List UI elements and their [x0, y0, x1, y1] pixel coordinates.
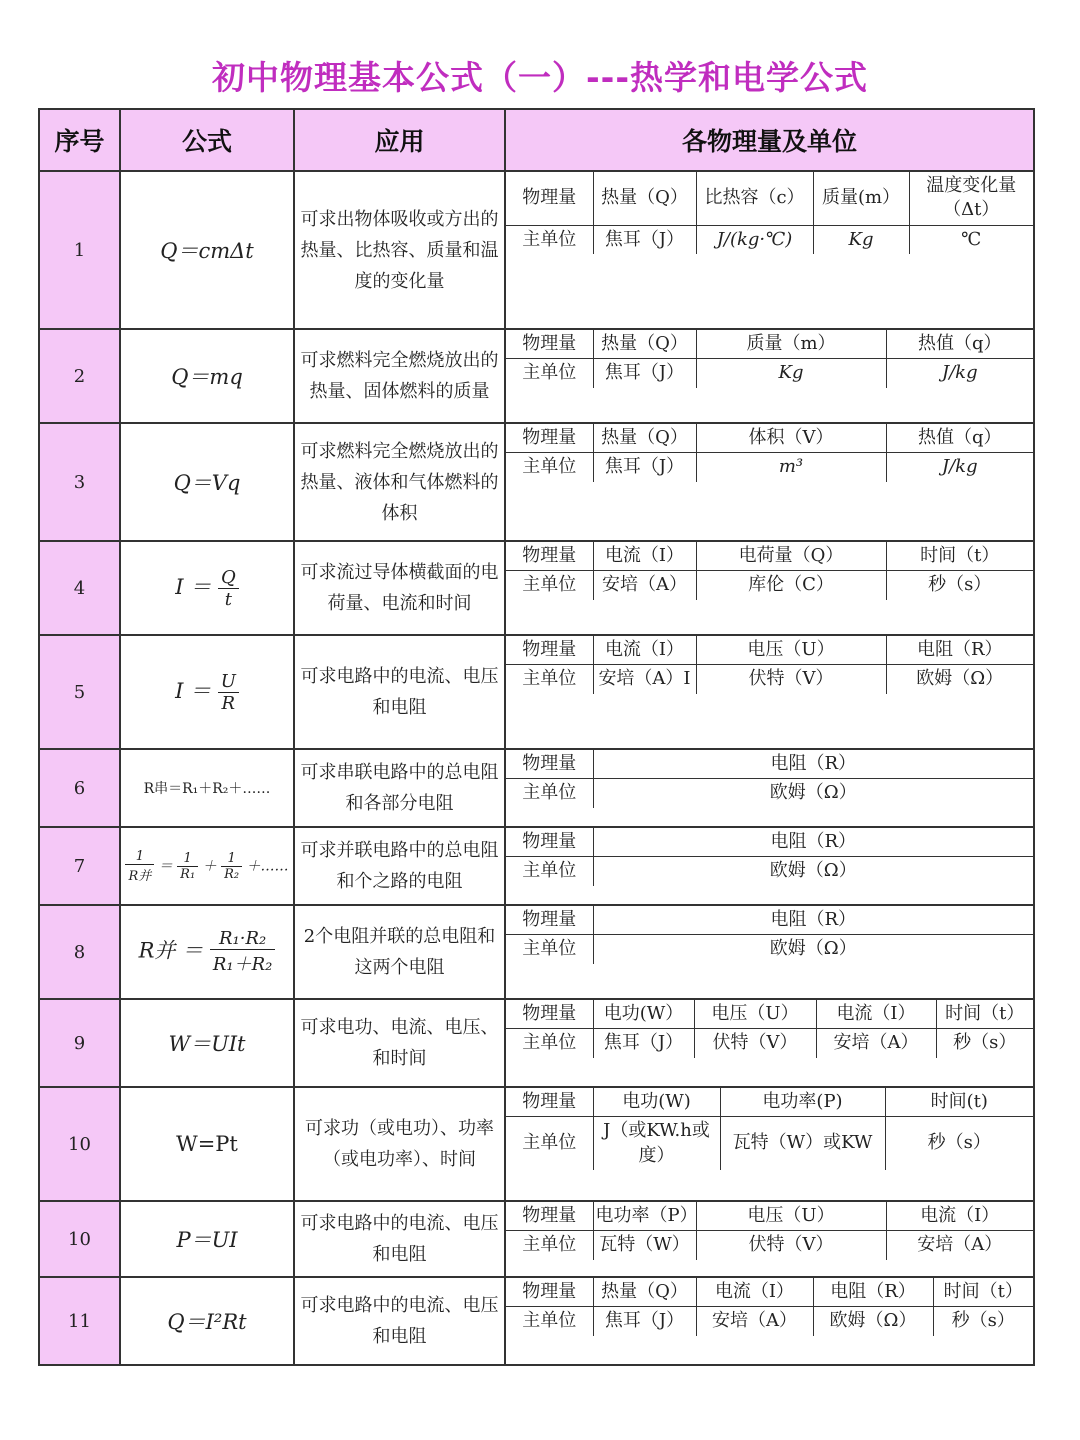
unit-cell: 伏特（V） — [696, 665, 886, 694]
fraction-numerator: 1 — [125, 849, 154, 865]
unit-label: 主单位 — [506, 1231, 593, 1260]
quantity-cell: 体积（V） — [696, 424, 886, 453]
quantity-cell: 时间（t） — [936, 1000, 1033, 1029]
quantity-cell: 电阻（R） — [813, 1278, 933, 1307]
row-application: 可求电路中的电流、电压和电阻 — [294, 1201, 505, 1277]
quantity-cell: 电压（U） — [696, 636, 886, 665]
row-properties — [505, 329, 1034, 423]
table-row — [39, 329, 1034, 423]
unit-cell: 安培（A）I — [593, 665, 696, 694]
unit-cell: 欧姆（Ω） — [813, 1307, 933, 1336]
unit-label: 主单位 — [506, 453, 593, 482]
row-index: 10 — [39, 1087, 120, 1201]
row-index: 7 — [39, 827, 120, 905]
row-formula: W＝UIt — [120, 999, 294, 1087]
row-index: 3 — [39, 423, 120, 541]
row-formula: W=Pt — [120, 1087, 294, 1201]
table-row — [39, 827, 1034, 905]
fraction-denominator: R₁ — [180, 866, 196, 882]
unit-label: 主单位 — [506, 665, 593, 694]
quantity-cell: 比热容（c） — [696, 172, 813, 225]
row-properties — [505, 1201, 1034, 1277]
row-application: 可求电路中的电流、电压和电阻 — [294, 635, 505, 749]
unit-cell: 焦耳（J） — [593, 359, 696, 388]
header-formula: 公式 — [120, 109, 294, 171]
row-index: 4 — [39, 541, 120, 635]
row-formula — [120, 635, 294, 749]
fraction-numerator: 1 — [221, 851, 242, 867]
quantity-cell: 电流（I） — [816, 1000, 936, 1029]
quantity-cell: 电功(W） — [593, 1000, 694, 1029]
row-application: 可求电功、电流、电压、和时间 — [294, 999, 505, 1087]
unit-cell: 瓦特（W）或KW — [720, 1117, 885, 1170]
unit-cell: 欧姆（Ω） — [593, 857, 1033, 886]
quantity-label: 物理量 — [506, 828, 593, 857]
quantity-cell: 电阻（R） — [593, 750, 1033, 779]
table-row — [39, 635, 1034, 749]
unit-cell: 安培（A） — [696, 1307, 813, 1336]
quantity-cell: 电流（I） — [593, 636, 696, 665]
unit-cell: 库伦（C） — [696, 571, 886, 600]
row-properties — [505, 905, 1034, 999]
formula-table — [38, 108, 1035, 1366]
unit-cell: 焦耳（J） — [593, 1307, 696, 1336]
row-index: 11 — [39, 1277, 120, 1365]
unit-cell: 焦耳（J） — [593, 225, 696, 254]
row-formula — [120, 541, 294, 635]
quantity-label: 物理量 — [506, 330, 593, 359]
unit-label: 主单位 — [506, 779, 593, 808]
formula-fraction — [210, 928, 276, 976]
quantity-label: 物理量 — [506, 424, 593, 453]
header-quantities: 各物理量及单位 — [505, 109, 1034, 171]
quantity-cell: 热量（Q） — [593, 172, 696, 225]
quantity-label: 物理量 — [506, 750, 593, 779]
row-formula: P＝UI — [120, 1201, 294, 1277]
unit-label: 主单位 — [506, 571, 593, 600]
unit-cell: J/kg — [886, 359, 1033, 388]
formula-fraction — [221, 851, 242, 882]
row-formula — [120, 905, 294, 999]
quantity-cell: 电阻（R） — [886, 636, 1033, 665]
row-application: 可求电路中的电流、电压和电阻 — [294, 1277, 505, 1365]
table-row — [39, 1087, 1034, 1201]
row-application: 可求串联电路中的总电阻和各部分电阻 — [294, 749, 505, 827]
row-index: 5 — [39, 635, 120, 749]
fraction-numerator: Q — [218, 567, 239, 589]
formula-equals: ＝ — [158, 858, 173, 874]
quantity-cell: 电流（I） — [696, 1278, 813, 1307]
table-row — [39, 171, 1034, 329]
fraction-numerator: R₁·R₂ — [210, 928, 276, 950]
formula-lhs: I ＝ — [175, 678, 212, 703]
row-properties — [505, 541, 1034, 635]
row-formula: Q＝Vq — [120, 423, 294, 541]
unit-label: 主单位 — [506, 935, 593, 964]
quantity-cell: 时间（t） — [933, 1278, 1033, 1307]
row-formula: Q＝cmΔt — [120, 171, 294, 329]
unit-cell: 焦耳（J） — [593, 1029, 694, 1058]
row-formula: Q＝mq — [120, 329, 294, 423]
unit-cell: J（或KW.h或度） — [593, 1117, 720, 1170]
row-properties — [505, 171, 1034, 329]
formula-fraction — [218, 671, 239, 714]
unit-cell: 伏特（V） — [696, 1231, 886, 1260]
unit-label: 主单位 — [506, 359, 593, 388]
row-application: 2个电阻并联的总电阻和这两个电阻 — [294, 905, 505, 999]
quantity-label: 物理量 — [506, 1278, 593, 1307]
fraction-denominator: R₁＋R₂ — [212, 954, 273, 975]
unit-cell: 秒（s） — [886, 571, 1033, 600]
table-row — [39, 423, 1034, 541]
table-row — [39, 1201, 1034, 1277]
quantity-cell: 电压（U） — [694, 1000, 816, 1029]
formula-fraction — [177, 851, 198, 882]
unit-cell: Kg — [696, 359, 886, 388]
formula-fraction — [218, 567, 239, 610]
unit-label: 主单位 — [506, 1117, 593, 1170]
unit-label: 主单位 — [506, 857, 593, 886]
quantity-cell: 时间（t） — [886, 542, 1033, 571]
quantity-cell: 质量（m） — [696, 330, 886, 359]
row-index: 2 — [39, 329, 120, 423]
quantity-label: 物理量 — [506, 1000, 593, 1029]
quantity-cell: 热值（q） — [886, 330, 1033, 359]
formula-lhs: I ＝ — [175, 574, 212, 599]
quantity-cell: 热量（Q） — [593, 330, 696, 359]
table-row — [39, 1277, 1034, 1365]
unit-label: 主单位 — [506, 1029, 593, 1058]
unit-cell: 安培（A） — [886, 1231, 1033, 1260]
quantity-cell: 电流（I） — [886, 1202, 1033, 1231]
quantity-cell: 时间(t) — [885, 1088, 1033, 1117]
row-formula: Q＝I²Rt — [120, 1277, 294, 1365]
unit-cell: 伏特（V） — [694, 1029, 816, 1058]
quantity-cell: 热值（q） — [886, 424, 1033, 453]
row-properties — [505, 749, 1034, 827]
formula-fraction — [125, 849, 154, 884]
row-index: 6 — [39, 749, 120, 827]
table-row — [39, 749, 1034, 827]
row-index: 10 — [39, 1201, 120, 1277]
unit-cell: J/kg — [886, 453, 1033, 482]
quantity-label: 物理量 — [506, 172, 593, 225]
unit-cell: 安培（A） — [593, 571, 696, 600]
quantity-cell: 电功(W) — [593, 1088, 720, 1117]
unit-label: 主单位 — [506, 225, 593, 254]
quantity-cell: 电荷量（Q） — [696, 542, 886, 571]
quantity-cell: 电功率（P） — [593, 1202, 696, 1231]
quantity-cell: 电阻（R） — [593, 906, 1033, 935]
quantity-label: 物理量 — [506, 906, 593, 935]
unit-cell: 秒（s） — [936, 1029, 1033, 1058]
formula-plus: ＋ — [202, 858, 217, 874]
fraction-numerator: 1 — [177, 851, 198, 867]
row-application: 可求流过导体横截面的电荷量、电流和时间 — [294, 541, 505, 635]
row-properties — [505, 827, 1034, 905]
table-header — [39, 109, 1034, 171]
fraction-denominator: t — [224, 588, 232, 610]
quantity-cell: 温度变化量（Δt） — [909, 172, 1033, 225]
fraction-numerator: U — [218, 671, 239, 693]
row-formula: R串＝R₁＋R₂＋…… — [120, 749, 294, 827]
quantity-label: 物理量 — [506, 542, 593, 571]
formula-lhs: R并 ＝ — [138, 938, 204, 963]
page-title: 初中物理基本公式（一）---热学和电学公式 — [211, 58, 869, 97]
formula-tail: ＋…… — [246, 858, 289, 874]
quantity-cell: 电压（U） — [696, 1202, 886, 1231]
row-properties — [505, 423, 1034, 541]
unit-cell: ℃ — [909, 225, 1033, 254]
unit-cell: 欧姆（Ω） — [593, 779, 1033, 808]
fraction-denominator: R — [221, 692, 236, 714]
quantity-cell: 电流（I） — [593, 542, 696, 571]
header-index: 序号 — [39, 109, 120, 171]
row-properties — [505, 1277, 1034, 1365]
unit-cell: 焦耳（J） — [593, 453, 696, 482]
unit-cell: 秒（s） — [885, 1117, 1033, 1170]
quantity-cell: 热量（Q） — [593, 1278, 696, 1307]
quantity-cell: 热量（Q） — [593, 424, 696, 453]
row-formula — [120, 827, 294, 905]
fraction-denominator: R并 — [128, 868, 152, 884]
row-application: 可求燃料完全燃烧放出的热量、固体燃料的质量 — [294, 329, 505, 423]
row-properties — [505, 1087, 1034, 1201]
quantity-label: 物理量 — [506, 636, 593, 665]
unit-cell: Kg — [813, 225, 909, 254]
unit-cell: m³ — [696, 453, 886, 482]
quantity-cell: 电阻（R） — [593, 828, 1033, 857]
row-properties — [505, 999, 1034, 1087]
header-application: 应用 — [294, 109, 505, 171]
table-row — [39, 541, 1034, 635]
unit-cell: J/(kg·℃) — [696, 225, 813, 254]
table-row — [39, 999, 1034, 1087]
row-application: 可求出物体吸收或方出的热量、比热容、质量和温度的变化量 — [294, 171, 505, 329]
row-application: 可求燃料完全燃烧放出的热量、液体和气体燃料的体积 — [294, 423, 505, 541]
unit-label: 主单位 — [506, 1307, 593, 1336]
unit-cell: 秒（s） — [933, 1307, 1033, 1336]
row-index: 1 — [39, 171, 120, 329]
fraction-denominator: R₂ — [224, 866, 240, 882]
unit-cell: 欧姆（Ω） — [593, 935, 1033, 964]
quantity-label: 物理量 — [506, 1088, 593, 1117]
quantity-cell: 电功率(P) — [720, 1088, 885, 1117]
row-index: 8 — [39, 905, 120, 999]
quantity-cell: 质量(m） — [813, 172, 909, 225]
row-properties — [505, 635, 1034, 749]
unit-cell: 瓦特（W） — [593, 1231, 696, 1260]
unit-cell: 欧姆（Ω） — [886, 665, 1033, 694]
unit-cell: 安培（A） — [816, 1029, 936, 1058]
table-row — [39, 905, 1034, 999]
row-application: 可求功（或电功）、功率（或电功率）、时间 — [294, 1087, 505, 1201]
quantity-label: 物理量 — [506, 1202, 593, 1231]
row-index: 9 — [39, 999, 120, 1087]
row-application: 可求并联电路中的总电阻和个之路的电阻 — [294, 827, 505, 905]
